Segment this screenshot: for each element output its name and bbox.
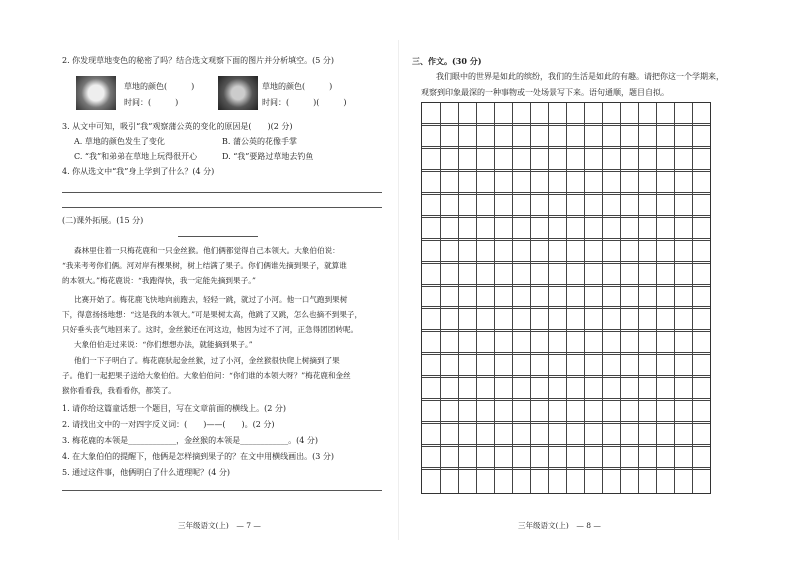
grid-column-line	[674, 103, 675, 493]
grid-column-line	[512, 103, 513, 493]
option-b: B. 蒲公英的花像手掌	[222, 137, 297, 146]
exercise-5: 5. 通过这件事，他俩明白了什么道理呢？(4 分)	[62, 468, 231, 477]
composition-prompt-line2: 观察到印象最深的一种事物或一处场景写下来。语句通顺，题目自拟。	[421, 88, 669, 97]
paragraph-2-line2: 下，得意扬扬地想：“这是我的本领大。”可是果树太高，他跳了又跳，怎么也摘不到果子，	[62, 310, 363, 319]
photo2-time-blank: 时间：( )( )	[262, 98, 347, 107]
paragraph-3: 大象伯伯走过来说：“你们想想办法，就能摘到果子。”	[74, 340, 253, 349]
question-4: 4. 你从选文中“我”身上学到了什么？(4 分)	[62, 167, 215, 176]
exercise-4: 4. 在大象伯伯的提醒下，他俩是怎样摘到果子的？在文中用横线画出。(3 分)	[62, 452, 335, 461]
paragraph-4: 他们一下子明白了。梅花鹿驮起金丝猴，过了小河，金丝猴很快爬上树摘到了果	[74, 356, 340, 365]
grid-row-line	[422, 215, 710, 218]
grid-column-line	[440, 103, 441, 493]
grid-row-line	[422, 467, 710, 470]
option-d: D. “我”要路过草地去钓鱼	[222, 152, 314, 161]
answer-line	[62, 207, 382, 208]
grid-column-line	[656, 103, 657, 493]
composition-heading: 三、作文。(30 分)	[412, 56, 482, 66]
grid-row-line	[422, 398, 710, 401]
grid-column-line	[530, 103, 531, 493]
grid-row-line	[422, 306, 710, 309]
grid-row-line	[422, 261, 710, 264]
grid-column-line	[476, 103, 477, 493]
writing-grid[interactable]	[421, 102, 711, 494]
photo1-time-blank: 时间：( )	[124, 98, 179, 107]
dandelion-photo-2	[218, 76, 258, 110]
grid-row-line	[422, 169, 710, 172]
grid-column-line	[548, 103, 549, 493]
paragraph-2-line3: 只好垂头丧气地回来了。这时，金丝猴还在河这边，他因为过不了河，正急得团团转呢。	[62, 325, 359, 334]
grid-column-line	[566, 103, 567, 493]
page-footer-left: 三年级语文(上) — 7 —	[178, 521, 261, 530]
grid-row-line	[422, 284, 710, 287]
paragraph-2: 比赛开始了。梅花鹿飞快地向前跑去，轻轻一跳，就过了小河。他一口气跑到果树	[74, 295, 348, 304]
option-c: C. “我”和弟弟在草地上玩得很开心	[74, 152, 198, 161]
answer-line	[62, 490, 382, 491]
paragraph-4-line3: 猴你看看我，我看看你，都笑了。	[62, 386, 176, 395]
grid-column-line	[494, 103, 495, 493]
question-3: 3. 从文中可知，吸引“我”观察蒲公英的变化的原因是( )(2 分)	[62, 122, 293, 131]
grid-row-line	[422, 123, 710, 126]
grid-row-line	[422, 375, 710, 378]
section-heading: (二)课外拓展。(15 分)	[62, 216, 144, 225]
question-2: 2. 你发现草地变色的秘密了吗？结合选文观察下面的图片并分析填空。(5 分)	[62, 56, 335, 65]
paragraph-4-line2: 子。他们一起把果子送给大象伯伯。大象伯伯问：“你们谁的本领大呀？”梅花鹿和金丝	[62, 371, 351, 380]
grid-column-line	[458, 103, 459, 493]
grid-column-line	[692, 103, 693, 493]
grid-row-line	[422, 192, 710, 195]
grid-row-line	[422, 444, 710, 447]
exercise-2: 2. 请找出文中的一对四字反义词：( )——( )。(2 分)	[62, 420, 275, 429]
option-a: A. 草地的颜色发生了变化	[74, 137, 165, 146]
grid-row-line	[422, 238, 710, 241]
grid-row-line	[422, 421, 710, 424]
grid-column-line	[620, 103, 621, 493]
composition-prompt-line1: 我们眼中的世界是如此的缤纷，我们的生活是如此的有趣。请把你这一个学期来，	[436, 72, 724, 81]
exercise-1: 1. 请你给这篇童话想一个题目，写在文章前面的横线上。(2 分)	[62, 404, 287, 413]
title-line	[178, 236, 258, 237]
paragraph-1-line3: 的本领大。”梅花鹿说：“我跑得快，我一定能先摘到果子。”	[62, 276, 256, 285]
page-footer-right: 三年级语文(上) — 8 —	[518, 521, 601, 530]
answer-line	[62, 192, 382, 193]
grid-row-line	[422, 329, 710, 332]
dandelion-photo-1	[76, 76, 116, 110]
paragraph-1-line2: “我来考考你们俩。河对岸有棵果树，树上结满了果子。你们俩谁先摘到果子，就算谁	[62, 261, 347, 270]
grid-row-line	[422, 352, 710, 355]
grid-column-line	[638, 103, 639, 493]
page-gutter	[398, 40, 399, 540]
grid-column-line	[602, 103, 603, 493]
exercise-3: 3. 梅花鹿的本领是____________，金丝猴的本领是____________。(4 分)	[62, 436, 319, 445]
grid-row-line	[422, 146, 710, 149]
photo1-color-blank: 草地的颜色( )	[124, 82, 195, 91]
grid-column-line	[584, 103, 585, 493]
photo2-color-blank: 草地的颜色( )	[262, 82, 333, 91]
paragraph-1: 森林里住着一只梅花鹿和一只金丝猴。他们俩都觉得自己本领大。大象伯伯说：	[74, 246, 340, 255]
